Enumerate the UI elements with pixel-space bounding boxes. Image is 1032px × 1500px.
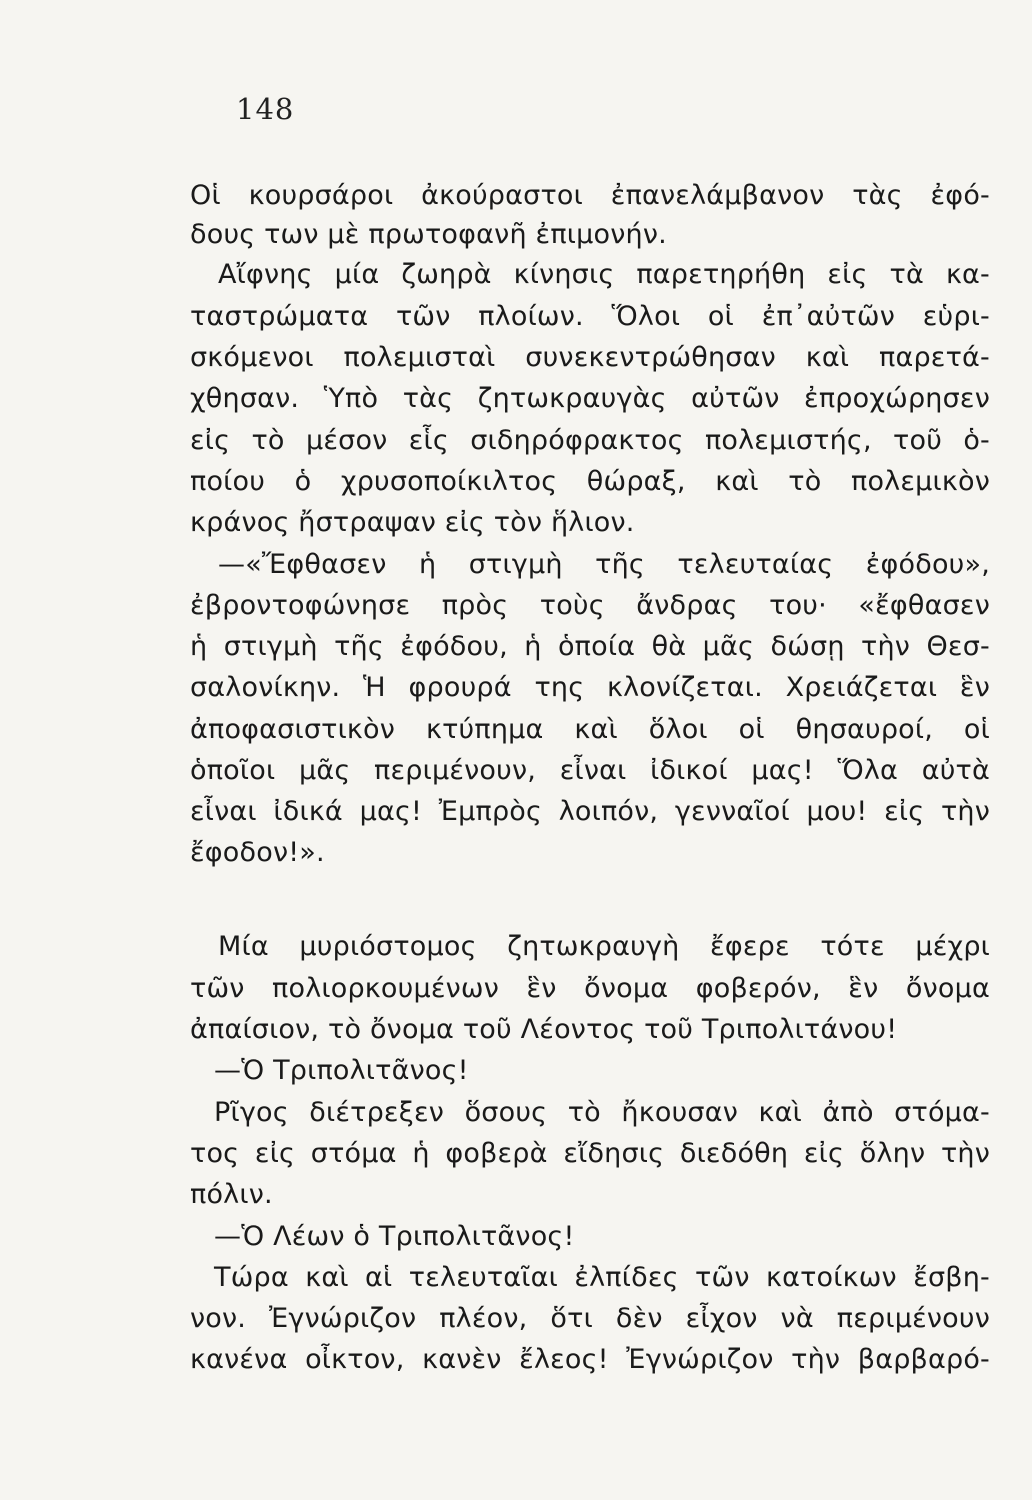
text-line: χθησαν. Ὑπὸ τὰς ζητωκραυγὰς αὐτῶν ἐπροχώρησεν bbox=[190, 383, 990, 414]
text-line: ἡ στιγμὴ τῆς ἐφόδου, ἡ ὁποία θὰ μᾶς δώσῃ τὴν Θεσ- bbox=[190, 631, 990, 662]
text-line: δους των μὲ πρωτοφανῆ ἐπιμονήν. bbox=[190, 219, 667, 250]
text-line: —Ὁ Λέων ὁ Τριπολιτᾶνος! bbox=[214, 1221, 575, 1252]
text-line: Οἱ κουρσάροι ἀκούραστοι ἐπανελάμβανον τὰς ἐφό- bbox=[190, 180, 990, 211]
text-line: ὁποῖοι μᾶς περιμένουν, εἶναι ἰδικοί μας! Ὅλα αὐτὰ bbox=[190, 755, 990, 786]
text-line: Μία μυριόστομος ζητωκραυγὴ ἔφερε τότε μέχρι bbox=[218, 931, 990, 962]
text-line: νον. Ἐγνώριζον πλέον, ὅτι δὲν εἶχον νὰ περιμένουν bbox=[190, 1303, 990, 1334]
text-line: Τώρα καὶ αἱ τελευταῖαι ἐλπίδες τῶν κατοίκων ἔσβη- bbox=[214, 1262, 990, 1293]
text-line: τος εἰς στόμα ἡ φοβερὰ εἴδησις διεδόθη εἰς ὅλην τὴν bbox=[190, 1138, 990, 1169]
text-line: —«Ἔφθασεν ἡ στιγμὴ τῆς τελευταίας ἐφόδου», bbox=[218, 549, 990, 580]
text-line: ποίου ὁ χρυσοποίκιλτος θώραξ, καὶ τὸ πολεμικὸν bbox=[190, 466, 990, 497]
text-line: ἀπαίσιον, τὸ ὄνομα τοῦ Λέοντος τοῦ Τριπολιτάνου! bbox=[190, 1014, 898, 1045]
text-line: πόλιν. bbox=[190, 1179, 273, 1210]
text-line: ἔφοδον!». bbox=[190, 837, 325, 868]
text-line: τῶν πολιορκουμένων ἓν ὄνομα φοβερόν, ἓν ὄνομα bbox=[190, 973, 990, 1004]
text-line: ἐβροντοφώνησε πρὸς τοὺς ἄνδρας του· «ἔφθασεν bbox=[190, 590, 990, 621]
text-line: σαλονίκην. Ἡ φρουρά της κλονίζεται. Χρειάζεται ἓν bbox=[190, 672, 990, 703]
text-line: Αἴφνης μία ζωηρὰ κίνησις παρετηρήθη εἰς τὰ κα- bbox=[218, 259, 990, 290]
text-line: κανένα οἶκτον, κανὲν ἔλεος! Ἐγνώριζον τὴν βαρβαρό- bbox=[190, 1344, 990, 1375]
text-line: —Ὁ Τριπολιτᾶνος! bbox=[214, 1055, 469, 1086]
text-line: Ρῖγος διέτρεξεν ὅσους τὸ ἤκουσαν καὶ ἀπὸ στόμα- bbox=[214, 1097, 990, 1128]
text-line: κράνος ἤστραψαν εἰς τὸν ἥλιον. bbox=[190, 507, 635, 538]
text-line: εἶναι ἰδικά μας! Ἐμπρὸς λοιπόν, γενναῖοί μου! εἰς τὴν bbox=[190, 796, 990, 827]
text-line: εἰς τὸ μέσον εἷς σιδηρόφρακτος πολεμιστής, τοῦ ὁ- bbox=[190, 425, 990, 456]
page-number: 148 bbox=[236, 92, 295, 126]
text-line: σκόμενοι πολεμισταὶ συνεκεντρώθησαν καὶ παρετά- bbox=[190, 342, 990, 373]
text-line: ταστρώματα τῶν πλοίων. Ὅλοι οἱ ἐπ᾽αὐτῶν εὑρι- bbox=[190, 301, 990, 332]
text-line: ἀποφασιστικὸν κτύπημα καὶ ὅλοι οἱ θησαυροί, οἱ bbox=[190, 714, 990, 745]
